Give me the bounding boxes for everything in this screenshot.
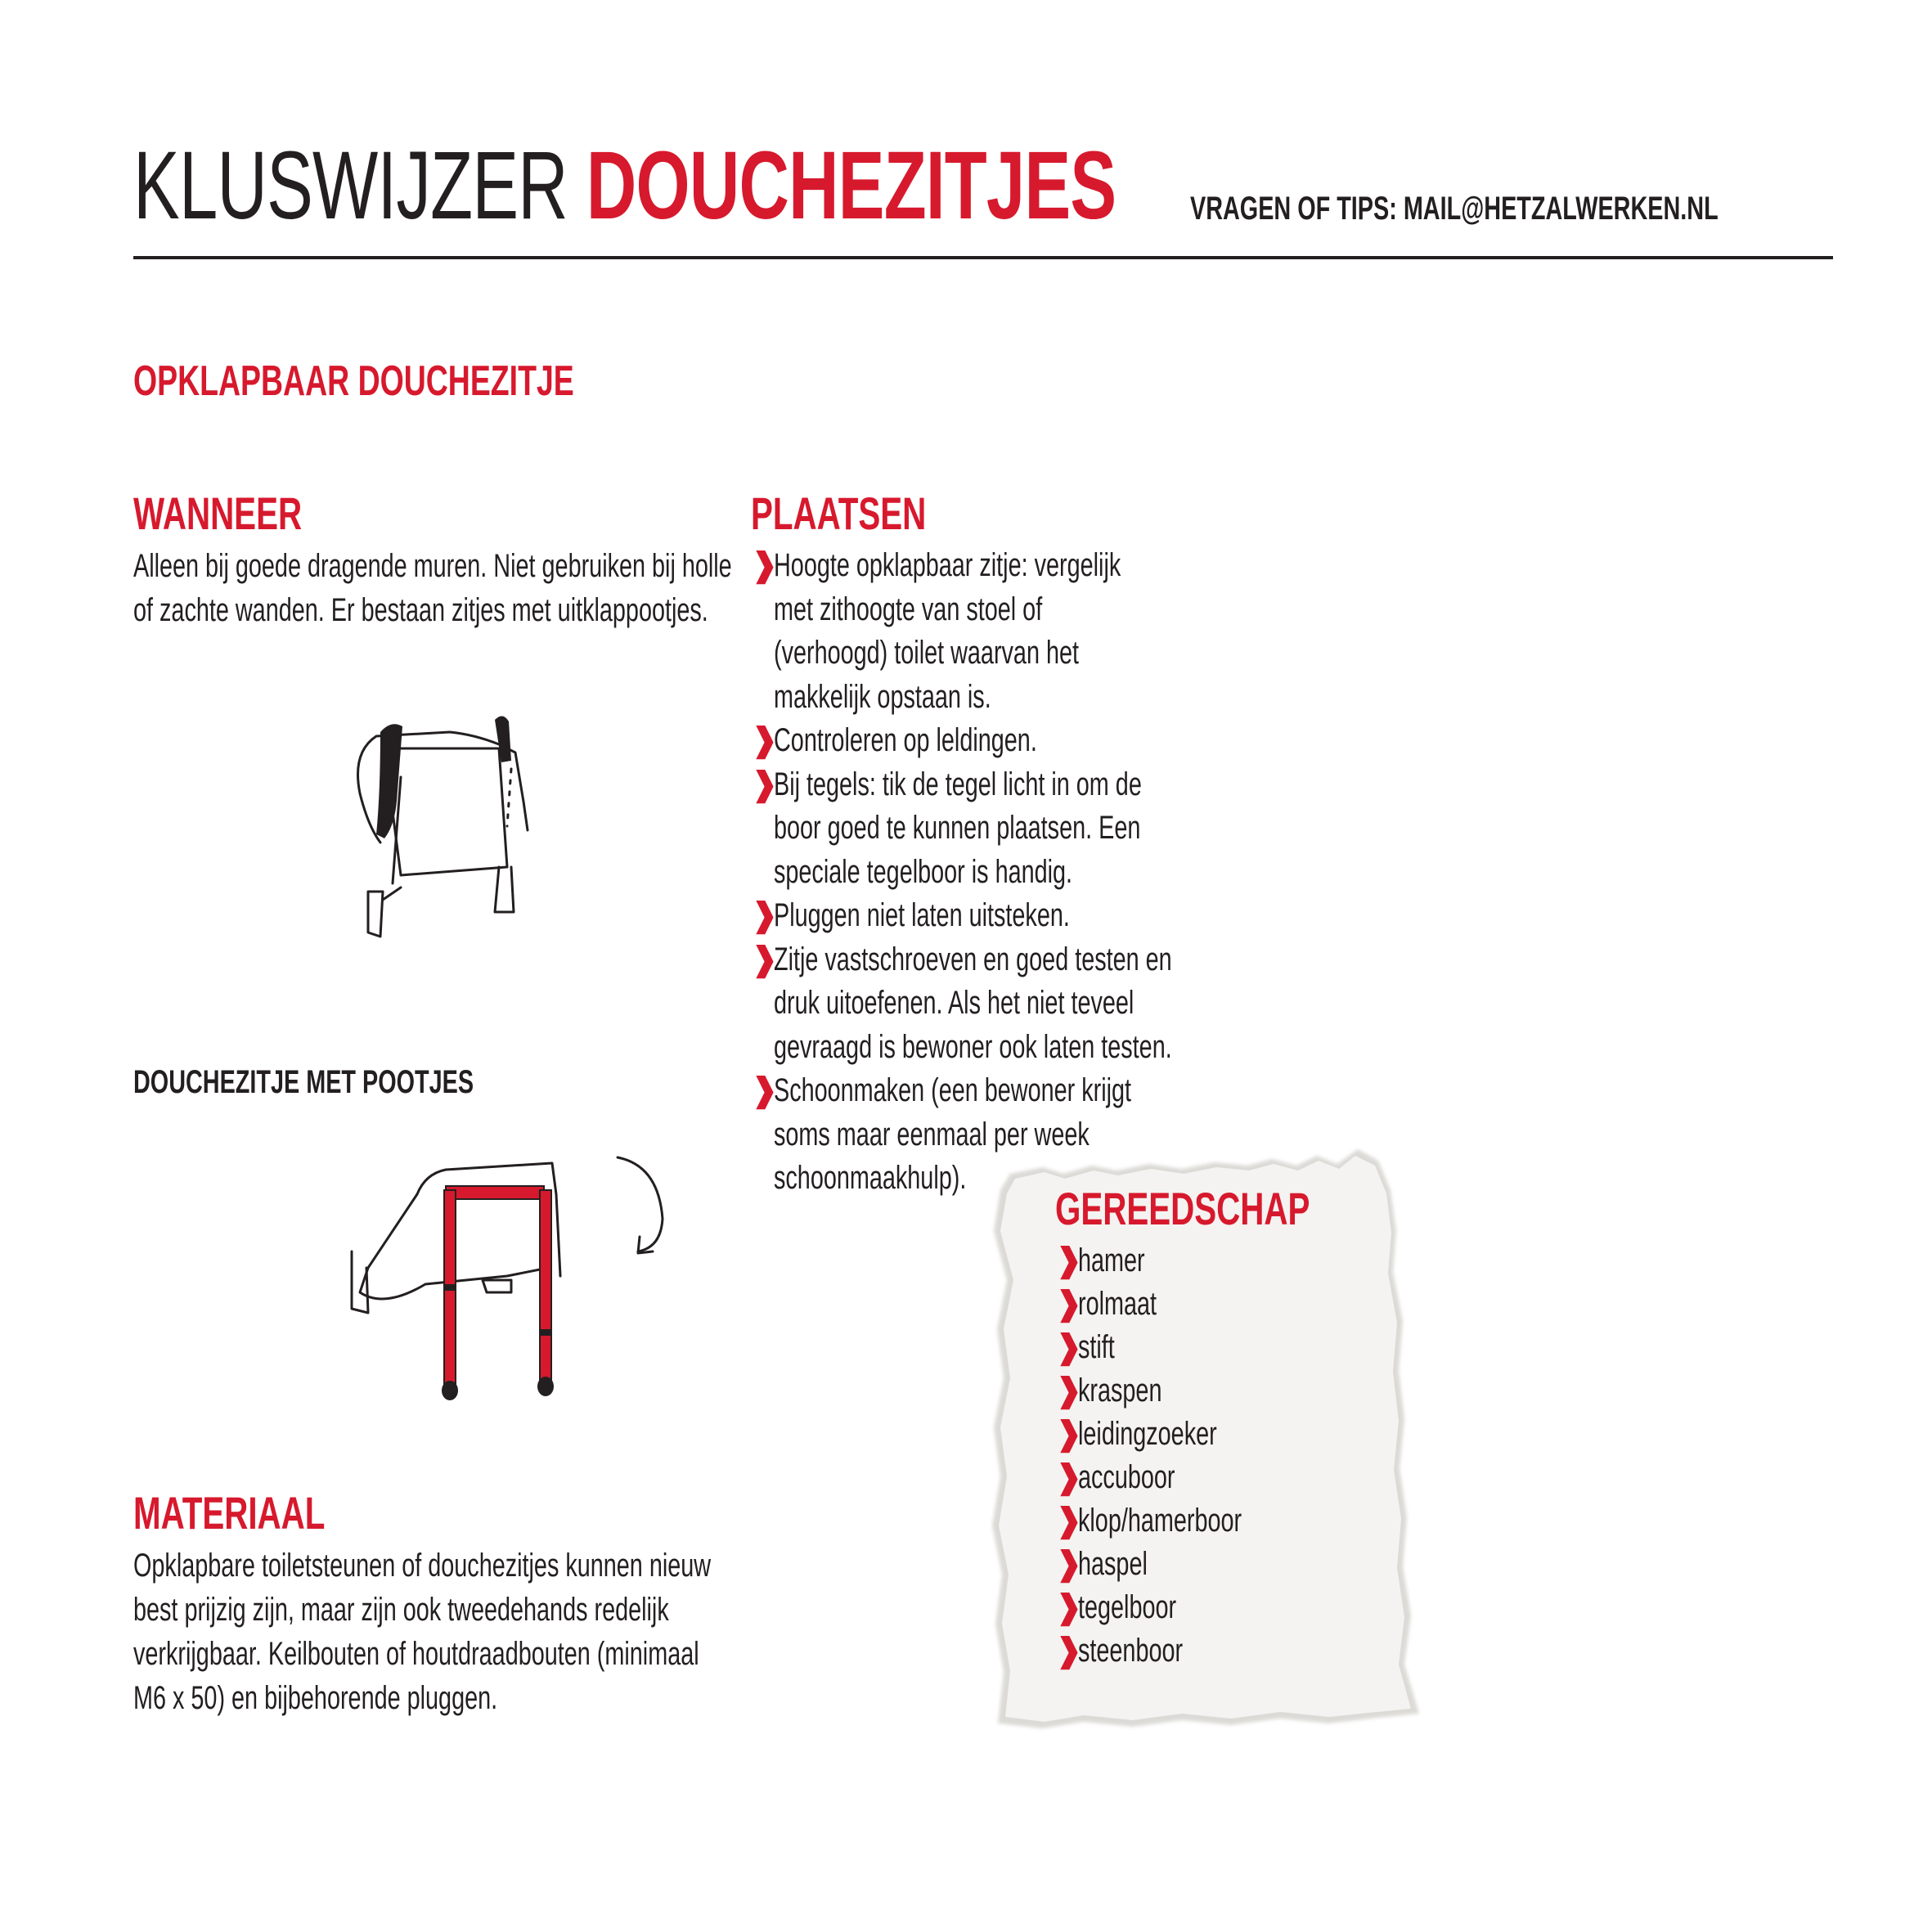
list-item: ❱ stift [1055,1326,1305,1369]
list-item: ❱ hamer [1055,1239,1305,1283]
list-item: ❱ Controleren op leldingen. [751,719,1552,763]
list-item: ❱ accuboor [1055,1456,1305,1499]
chevron-right-icon: ❱ [751,941,779,977]
list-item: ❱ leidingzoeker [1055,1413,1305,1456]
pootjes-title: DOUCHEZITJE MET POOTJES [133,1064,474,1100]
plaatsen-heading: PLAATSEN [751,487,927,539]
chevron-right-icon: ❱ [1055,1503,1083,1539]
chevron-right-icon: ❱ [751,766,779,802]
contact-text: VRAGEN OF TIPS: MAIL@HETZALWERKEN.NL [1190,191,1719,227]
contact-line [1190,192,1924,225]
chevron-right-icon: ❱ [751,1072,779,1108]
chevron-right-icon: ❱ [751,547,779,583]
chevron-right-icon: ❱ [751,897,779,933]
chevron-right-icon: ❱ [1055,1329,1083,1365]
gereedschap-heading: GEREEDSCHAP [1055,1183,1310,1234]
header-divider [133,256,1833,259]
title-bold: DOUCHEZITJES [586,132,1117,240]
wanneer-heading: WANNEER [133,487,303,539]
chevron-right-icon: ❱ [751,722,779,758]
list-item: ❱ Hoogte opklapbaar zitje: vergelijk met zithoogte van stoel of (verhoogd) toilet waarvan het makkelijk opstaan is. [751,544,1552,719]
list-item: ❱ steenboor [1055,1629,1305,1673]
chevron-right-icon: ❱ [1055,1416,1083,1452]
folding-seat-illustration [335,703,564,949]
list-item: ❱ klop/hamerboor [1055,1499,1305,1543]
section-title: OPKLAPBAAR DOUCHEZITJE [133,357,574,405]
chevron-right-icon: ❱ [1055,1589,1083,1625]
materiaal-text: Opklapbare toiletsteunen of douchezitjes kunnen nieuw best prijzig zijn, maar zijn ook tweedehands redelijk verkrijgbaar. Keilbouten of houtdraadbouten (minimaal M6 x 50) en bijbehorende pluggen. [133,1548,712,1716]
chevron-right-icon: ❱ [1055,1459,1083,1495]
list-item: ❱ haspel [1055,1543,1305,1586]
gereedschap-list [1055,1239,1305,1673]
chevron-right-icon: ❱ [1055,1633,1083,1669]
chevron-right-icon: ❱ [1055,1242,1083,1278]
list-item: ❱ kraspen [1055,1369,1305,1413]
chevron-right-icon: ❱ [1055,1286,1083,1322]
chevron-right-icon: ❱ [1055,1546,1083,1582]
list-item: ❱ Bij tegels: tik de tegel licht in om de boor goed te kunnen plaatsen. Een speciale tegelboor is handig. [751,763,1552,895]
materiaal-heading: MATERIAAL [133,1487,326,1539]
list-item: ❱ rolmaat [1055,1283,1305,1326]
title-light: KLUSWIJZER [133,132,568,240]
list-item: ❱ tegelboor [1055,1586,1305,1629]
seat-with-legs-illustration [335,1145,679,1407]
plaatsen-list [751,544,1552,1201]
wanneer-text: Alleen bij goede dragende muren. Niet gebruiken bij holle of zachte wanden. Er bestaan zitjes met uitklappootjes. [133,548,732,628]
list-item: ❱ Zitje vastschroeven en goed testen en druk uitoefenen. Als het niet teveel gevraagd is bewoner ook laten testen. [751,938,1552,1070]
list-item: ❱ Schoonmaken (een bewoner krijgt soms maar eenmaal per week schoonmaakhulp). [751,1069,1552,1201]
chevron-right-icon: ❱ [1055,1373,1083,1409]
list-item: ❱ Pluggen niet laten uitsteken. [751,894,1552,938]
